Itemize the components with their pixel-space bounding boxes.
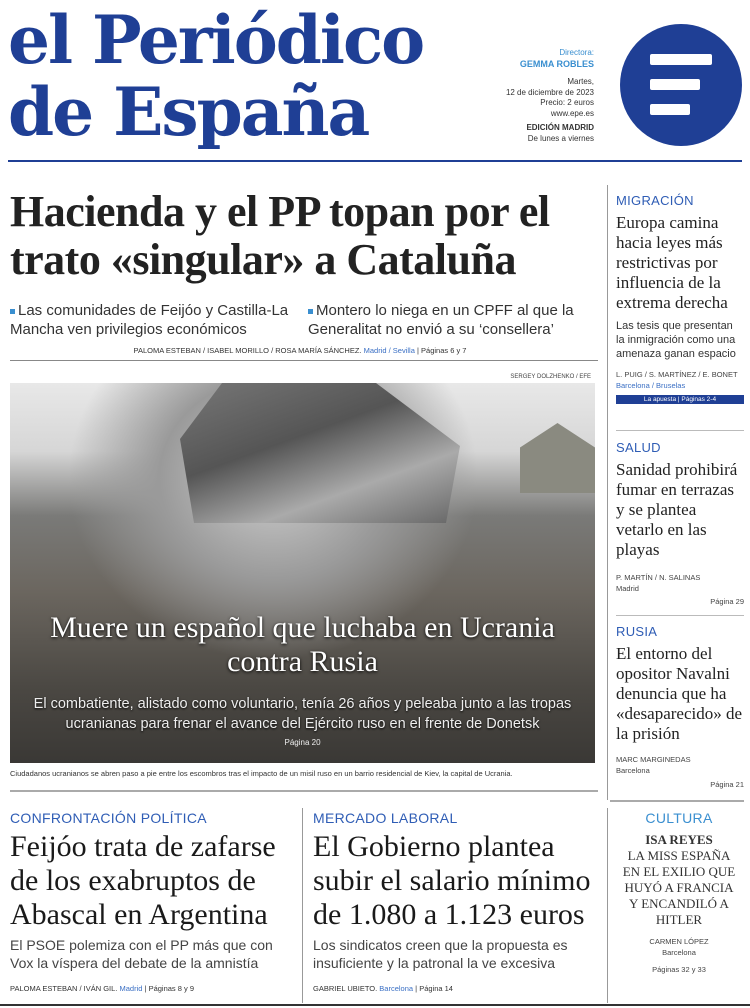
masthead-line1: el Periódico (8, 1, 424, 79)
column-divider (607, 185, 608, 800)
house (520, 423, 595, 493)
authors: CARMEN LÓPEZ (649, 937, 709, 946)
place: Barcelona (662, 948, 696, 957)
divider (10, 360, 598, 361)
story-summary: Los sindicatos creen que la propuesta es insuficiente y la patronal la ve excesiva (313, 937, 568, 971)
lead-bullet-1 (10, 301, 305, 339)
story-headline[interactable]: El Gobierno plantea subir el salario mínimo de 1.080 a 1.123 euros (313, 830, 591, 931)
place: Barcelona (616, 766, 650, 775)
authors: P. MARTÍN / N. SALINAS (616, 573, 701, 582)
section-label: SALUD (616, 440, 661, 455)
frequency: De lunes a viernes (527, 133, 594, 143)
director-label: Directora: (559, 48, 594, 57)
photo-credit: SERGEY DOLZHENKO / EFE (510, 374, 591, 380)
divider (610, 800, 744, 802)
story-headline[interactable]: Feijóo trata de zafarse de los exabruptos de Abascal en Argentina (10, 830, 276, 931)
section-label: MERCADO LABORAL (313, 810, 458, 826)
culture-name: ISA REYES (645, 832, 713, 847)
date: 12 de diciembre de 2023 (505, 87, 594, 97)
divider (616, 615, 744, 616)
section-label: MIGRACIÓN (616, 193, 694, 208)
divider (10, 790, 598, 792)
epe-logo-icon (620, 24, 742, 146)
sidebar-story-salud[interactable] (616, 440, 744, 607)
edition: EDICIÓN MADRID (526, 123, 594, 132)
story-summary: Las tesis que presentan la inmigración como una amenaza ganan espacio (616, 320, 736, 360)
authors: PALOMA ESTEBAN / ISABEL MORILLO / ROSA MARÍA SÁNCHEZ. (133, 346, 362, 355)
story-headline[interactable]: Europa camina hacia leyes más restrictivas por influencia de la extrema derecha (616, 213, 728, 312)
bottom-story-laboral[interactable] (313, 810, 598, 993)
pages: | Páginas 6 y 7 (416, 346, 467, 355)
divider (616, 430, 744, 431)
page: | Páginas 8 y 9 (144, 984, 195, 993)
culture-story[interactable] (612, 810, 746, 975)
story-headline[interactable]: LA MISS ESPAÑA EN EL EXILIO QUE HUYÓ A FRANCIA Y ENCANDILÓ A HITLER (622, 848, 736, 927)
masthead-title[interactable] (8, 1, 424, 151)
masthead-rule (8, 160, 742, 162)
story-summary: El PSOE polemiza con el PP más que con Vox la víspera del debate de la amnistía (10, 937, 273, 971)
places: Madrid / Sevilla (363, 346, 415, 355)
photo-page: Página 20 (284, 738, 321, 747)
lead-headline[interactable]: Hacienda y el PP topan por el trato «singular» a Cataluña (10, 187, 550, 284)
authors: GABRIEL UBIETO. (313, 984, 378, 993)
director-name: GEMMA ROBLES (519, 58, 594, 69)
bullet-text: Montero lo niega en un CPFF al que la Generalitat no envió a su ‘consellera’ (308, 302, 574, 338)
price: Precio: 2 euros (540, 98, 594, 107)
section-label: RUSIA (616, 624, 658, 639)
bottom-story-politica[interactable] (10, 810, 295, 993)
column-divider (302, 808, 303, 1003)
column-divider (607, 808, 608, 1003)
photo-caption: Ciudadanos ucranianos se abren paso a pie entre los escombros tras el impacto de un misil ruso en un barrio residencial de Kiev, la capital de Ucrania. (10, 769, 513, 778)
authors: L. PUIG / S. MARTÍNEZ / E. BONET (616, 370, 738, 379)
lead-byline (0, 346, 600, 355)
ruined-house (180, 383, 460, 523)
website: www.epe.es (550, 108, 594, 118)
place: Barcelona / Bruselas (616, 381, 686, 390)
story-headline[interactable]: Sanidad prohibirá fumar en terrazas y se plantea vetarlo en las playas (616, 460, 738, 559)
authors: MARC MARGINEDAS (616, 755, 691, 764)
place: Madrid (616, 584, 639, 593)
page-tag: La apuesta | Páginas 2-4 (616, 395, 744, 404)
page-bottom-rule (0, 1004, 750, 1006)
place: Barcelona (379, 984, 414, 993)
masthead-line2: de España (8, 73, 369, 151)
section-label: CULTURA (645, 810, 713, 826)
photo-headline[interactable]: Muere un español que luchaba en Ucrania contra Rusia (50, 611, 555, 678)
lead-bullet-2 (308, 301, 600, 339)
place: Madrid (119, 984, 143, 993)
page: Página 21 (710, 780, 744, 789)
section-label: CONFRONTACIÓN POLÍTICA (10, 810, 207, 826)
sidebar-story-migracion[interactable] (616, 193, 744, 404)
authors: PALOMA ESTEBAN / IVÁN GIL. (10, 984, 118, 993)
edition-info (500, 48, 594, 144)
story-headline[interactable]: El entorno del opositor Navalni denuncia que ha «desaparecido» de la prisión (616, 644, 743, 743)
sidebar-story-rusia[interactable] (616, 624, 744, 790)
page: Página 29 (710, 597, 744, 606)
page: | Página 14 (415, 984, 453, 993)
day: Martes, (567, 77, 594, 86)
photo-description: El combatiente, alistado como voluntario, tenía 26 años y peleaba junto a las tropas ucranianas para frenar el avance del Ejército ruso en el frente de Donetsk (33, 696, 572, 732)
main-photo[interactable] (10, 374, 595, 763)
page: Páginas 32 y 33 (652, 965, 706, 974)
bullet-text: Las comunidades de Feijóo y Castilla-La Mancha ven privilegios económicos (10, 302, 289, 338)
